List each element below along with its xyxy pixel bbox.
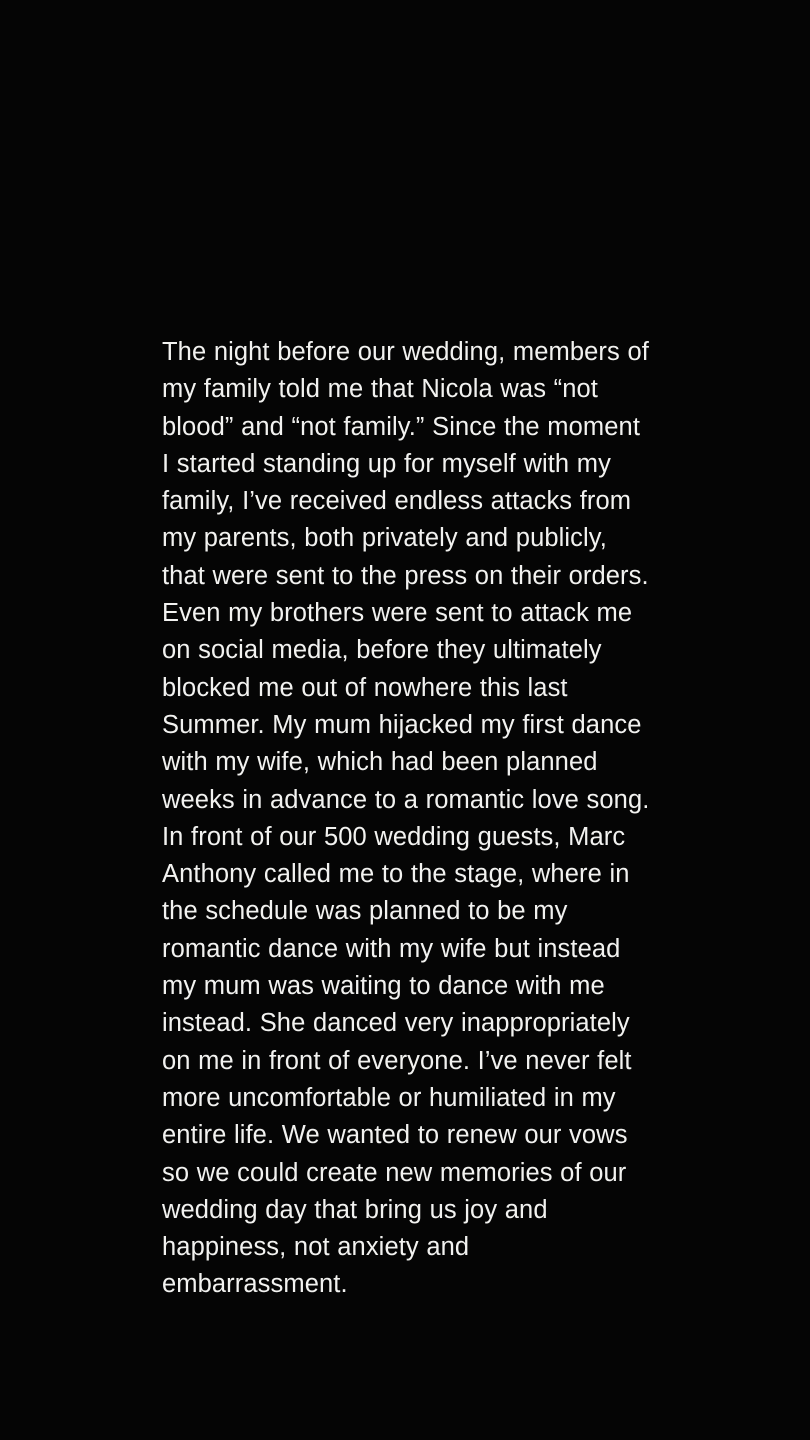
story-text-block [162,334,658,1304]
story-paragraph: The night before our wedding, members of my family told me that Nicola was “not blood” and “not family.” Since the moment I started standing up for myself with my family, I’ve received endless attacks from my parents, both privately and publicly, that were sent to the press on their orders. Even my brothers were sent to attack me on social media, before they ultimately blocked me out of nowhere this last Summer. My mum hijacked my first dance with my wife, which had been planned weeks in advance to a romantic love song. In front of our 500 wedding guests, Marc Anthony called me to the stage, where in the schedule was planned to be my romantic dance with my wife but instead my mum was waiting to dance with me instead. She danced very inappropriately on me in front of everyone. I’ve never felt more uncomfortable or humiliated in my entire life. We wanted to renew our vows so we could create new memories of our wedding day that bring us joy and happiness, not anxiety and embarrassment. [162,338,658,1299]
